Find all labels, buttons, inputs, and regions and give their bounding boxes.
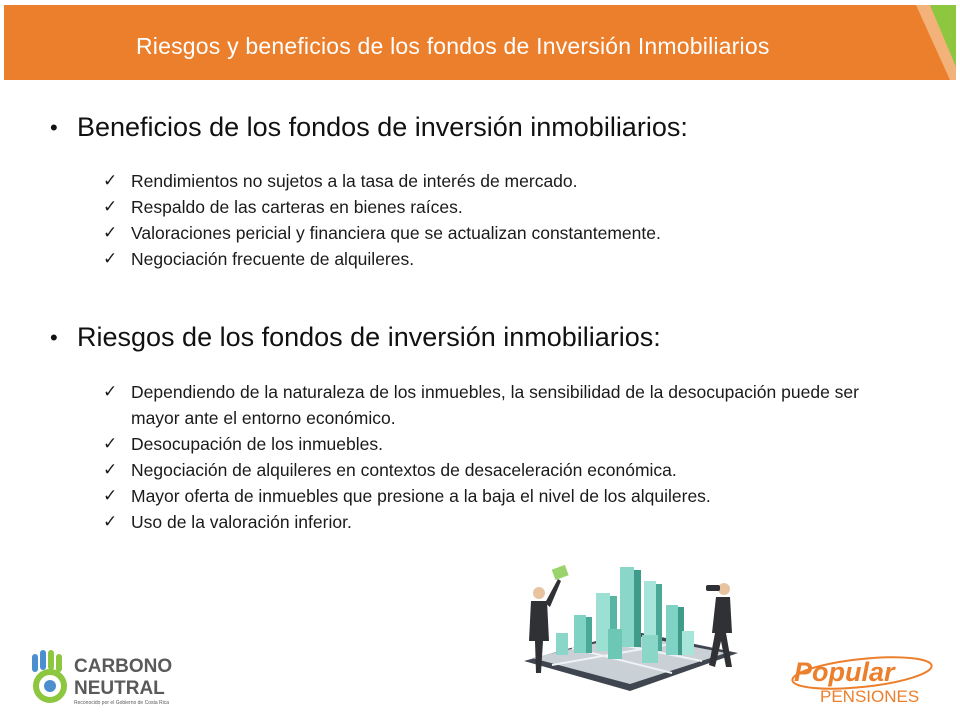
beneficios-list xyxy=(103,168,859,272)
riesgos-heading-text: Riesgos de los fondos de inversión inmobiliarios: xyxy=(77,322,661,352)
popular-pensiones-logo xyxy=(790,655,950,707)
list-item xyxy=(103,509,859,535)
list-item xyxy=(103,379,859,431)
checkmark-icon: ✓ xyxy=(103,434,118,453)
title-banner xyxy=(4,5,956,80)
checkmark-icon: ✓ xyxy=(103,223,118,242)
riesgos-list xyxy=(103,379,859,535)
list-item-text: Rendimientos no sujetos a la tasa de interés de mercado. xyxy=(131,171,578,191)
list-item xyxy=(103,220,859,246)
checkmark-icon: ✓ xyxy=(103,197,118,216)
list-item-text: Mayor oferta de inmuebles que presione a la baja el nivel de los alquileres. xyxy=(131,486,711,506)
city-investors-illustration xyxy=(512,545,744,695)
riesgos-heading xyxy=(50,322,661,353)
beneficios-heading xyxy=(50,112,688,143)
banner-corner-accent xyxy=(916,5,956,80)
bullet-icon: • xyxy=(50,114,58,140)
neutral-text: NEUTRAL xyxy=(74,678,165,699)
hand-icon xyxy=(32,650,64,700)
checkmark-icon: ✓ xyxy=(103,171,118,190)
list-item xyxy=(103,457,859,483)
pensiones-text: PENSIONES xyxy=(820,687,920,706)
checkmark-icon: ✓ xyxy=(103,382,118,401)
checkmark-icon: ✓ xyxy=(103,486,118,505)
list-item xyxy=(103,246,859,272)
bullet-icon: • xyxy=(50,324,58,350)
slide-title: Riesgos y beneficios de los fondos de Inversión Inmobiliarios xyxy=(136,33,770,59)
list-item-text: Dependiendo de la naturaleza de los inmuebles, la sensibilidad de la desocupación puede ser mayor ante el entorno económico. xyxy=(131,382,859,428)
list-item xyxy=(103,194,859,220)
checkmark-icon: ✓ xyxy=(103,249,118,268)
list-item xyxy=(103,431,859,457)
carbono-text: CARBONO xyxy=(74,656,173,677)
list-item-text: Negociación de alquileres en contextos de desaceleración económica. xyxy=(131,460,677,480)
checkmark-icon: ✓ xyxy=(103,460,118,479)
list-item-text: Respaldo de las carteras en bienes raíces. xyxy=(131,197,463,217)
list-item-text: Desocupación de los inmuebles. xyxy=(131,434,383,454)
list-item-text: Uso de la valoración inferior. xyxy=(131,512,352,532)
popular-text: Popular xyxy=(794,657,895,687)
list-item-text: Negociación frecuente de alquileres. xyxy=(131,249,415,269)
carbono-neutral-logo xyxy=(28,648,203,708)
carbono-subtext: Reconocido por el Gobierno de Costa Rica xyxy=(74,700,170,706)
checkmark-icon: ✓ xyxy=(103,512,118,531)
list-item xyxy=(103,483,859,509)
beneficios-heading-text: Beneficios de los fondos de inversión inmobiliarios: xyxy=(77,112,688,142)
list-item-text: Valoraciones pericial y financiera que se actualizan constantemente. xyxy=(131,223,661,243)
list-item xyxy=(103,168,859,194)
